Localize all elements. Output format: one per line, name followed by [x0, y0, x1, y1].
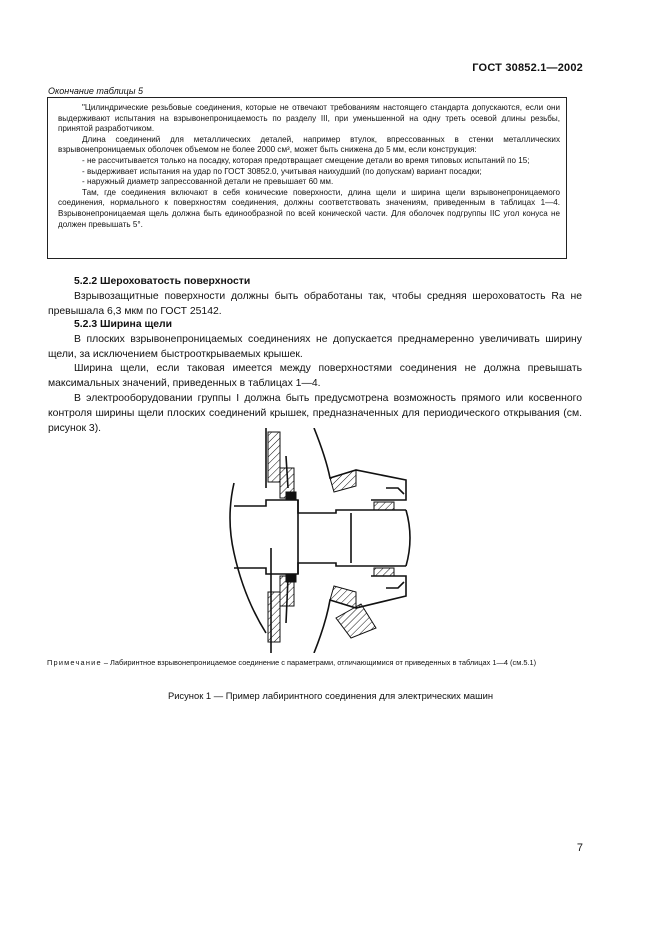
labyrinth-joint-drawing — [226, 428, 426, 653]
table-paragraph: - выдерживает испытания на удар по ГОСТ 30852.0, учитывая наихудший (по допускам) вариант посадки; — [82, 166, 482, 176]
table-paragraph: "Цилиндрические резьбовые соединения, которые не отвечают требованиям настоящего стандарта допускаются, если они выдерживают испытания на взрывонепроницаемость по разделу III, при уменьшенной на одну треть осевой длины резьбы, принятой разработчиком. — [58, 103, 560, 134]
page-number: 7 — [576, 842, 583, 854]
table-paragraph: - не рассчитывается только на посадку, которая предотвращает смещение детали во время типовых испытаний по 15; — [82, 155, 530, 165]
document-header: ГОСТ 30852.1—2002 — [472, 62, 583, 74]
section-paragraph: Ширина щели, если таковая имеется между поверхностями соединения не должна превышать максимальных значений, приведенных в таблицах 1—4. — [48, 363, 582, 390]
section-heading: 5.2.3 Ширина щели — [74, 319, 173, 330]
note-label: Примечание — [47, 658, 102, 667]
section-paragraph: Взрывозащитные поверхности должны быть обработаны так, чтобы средняя шероховатость Ra не превышала 6,3 мкм по ГОСТ 25142. — [48, 290, 582, 317]
table-paragraph: Там, где соединения включают в себя конические поверхности, длина щели и ширина щели взрывонепроницаемого соединения, нормального к поверхностям соединения, должны соответствовать значениям, приведенным в таблицах 1—4. Взрывонепроницаемая щель должна быть единообразной по всей конической части. Для оболочек подгруппы IIC угол конуса не должен превышать 5°. — [58, 187, 560, 229]
section-5-2-3 — [48, 318, 582, 436]
table-paragraph: - наружный диаметр запрессованной детали не превышает 60 мм. — [82, 177, 334, 187]
section-heading: 5.2.2 Шероховатость поверхности — [74, 276, 251, 287]
note-text: – Лабиринтное взрывонепроницаемое соединение с параметрами, отличающимися от приведенных в таблицах 1—4 (см.5.1) — [101, 658, 537, 667]
table-paragraph: Длина соединений для металлических деталей, например втулок, впрессованных в стенки металлических взрывонепроницаемых оболочек объемом не более 2000 см³, может быть снижена до 5 мм, если конструкция: — [58, 134, 560, 155]
section-paragraph: В плоских взрывонепроницаемых соединениях не допускается преднамеренно увеличивать ширину щели, за исключением быстрооткрываемых крышек. — [48, 333, 582, 360]
section-5-2-2 — [48, 275, 582, 319]
table-5-end — [47, 97, 567, 259]
section-paragraph: В электрооборудовании группы I должна быть предусмотрена возможность прямого или косвенного контроля ширины щели плоских соединений крышек, предназначенных для периодического открывания (см. рисунок 3). — [48, 392, 582, 434]
figure-note — [47, 657, 587, 669]
figure-caption: Рисунок 1 — Пример лабиринтного соединения для электрических машин — [167, 690, 494, 701]
table-continuation-caption: Окончание таблицы 5 — [48, 86, 143, 96]
